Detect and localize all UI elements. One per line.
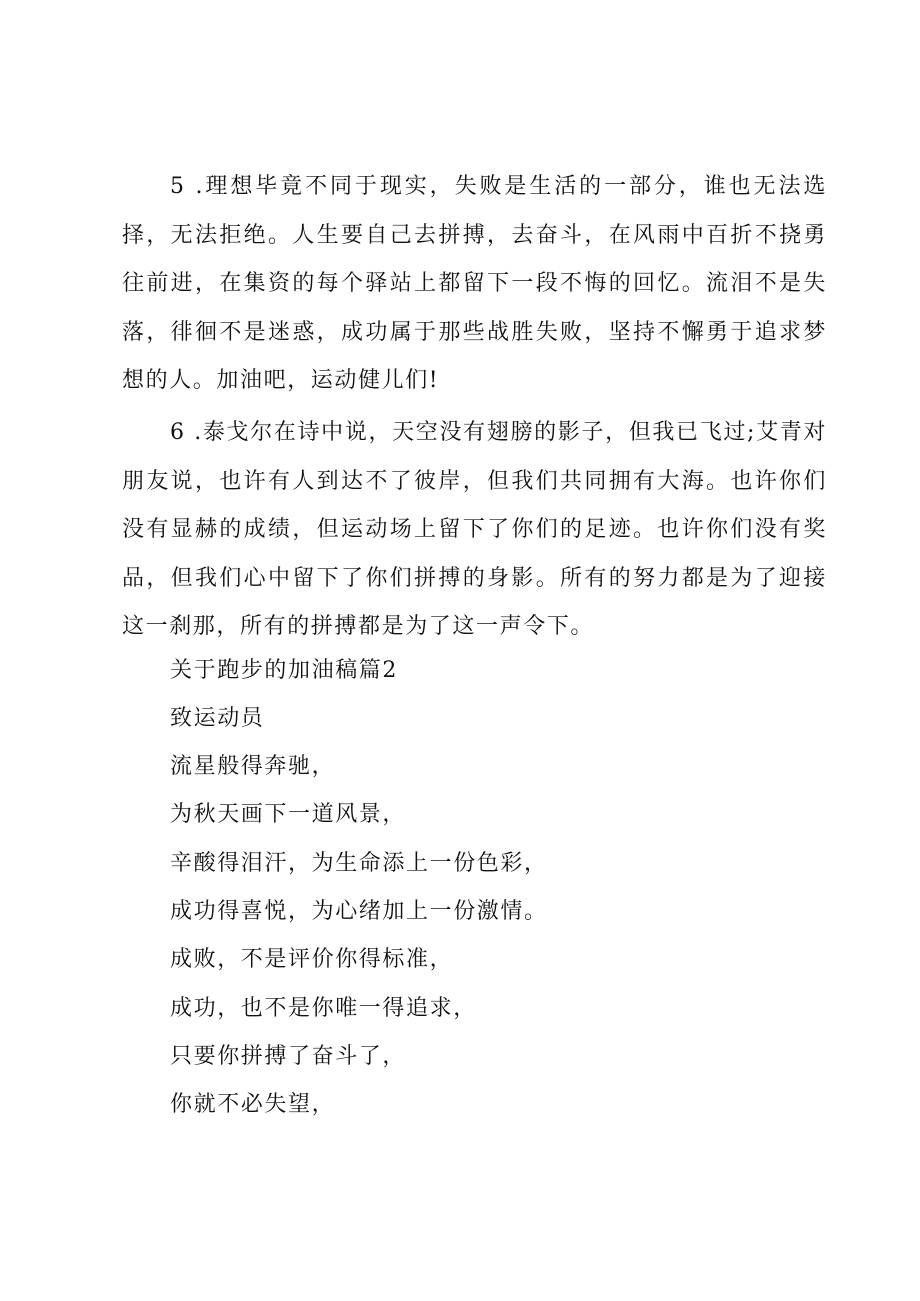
poem-line: 成败，不是评价你得标准，: [170, 947, 454, 972]
poem-line: 只要你拼搏了奋斗了，: [170, 1044, 407, 1069]
poem-line: 成功得喜悦，为心绪加上一份激情。: [170, 899, 548, 924]
section-heading: 关于跑步的加油稿篇2: [170, 658, 398, 683]
poem-title: 致运动员: [170, 706, 265, 731]
poem-line: 你就不必失望，: [170, 1092, 336, 1117]
poem-line: 为秋天画下一道风景，: [170, 802, 407, 827]
paragraph-5: 5 .理想毕竟不同于现实，失败是生活的一部分，谁也无法选择，无法拒绝。人生要自己去拼搏，去奋斗，在风雨中百折不挠勇往前进，在集资的每个驿站上都留下一段不悔的回忆。流泪不是失落，徘徊不是迷惑，成功属于那些战胜失败，坚持不懈勇于追求梦想的人。加油吧，运动健儿们!: [122, 174, 827, 393]
poem-line: 成功，也不是你唯一得追求，: [170, 996, 477, 1021]
paragraph-6: 6 .泰戈尔在诗中说，天空没有翅膀的影子，但我已飞过;艾青对朋友说，也许有人到达不了彼岸，但我们共同拥有大海。也许你们没有显赫的成绩，但运动场上留下了你们的足迹。也许你们没有奖品，但我们心中留下了你们拼搏的身影。所有的努力都是为了迎接这一刹那，所有的拼搏都是为了这一声令下。: [122, 420, 827, 639]
poem-line: 辛酸得泪汗，为生命添上一份色彩，: [170, 851, 548, 876]
poem-line: 流星般得奔驰，: [170, 754, 336, 779]
